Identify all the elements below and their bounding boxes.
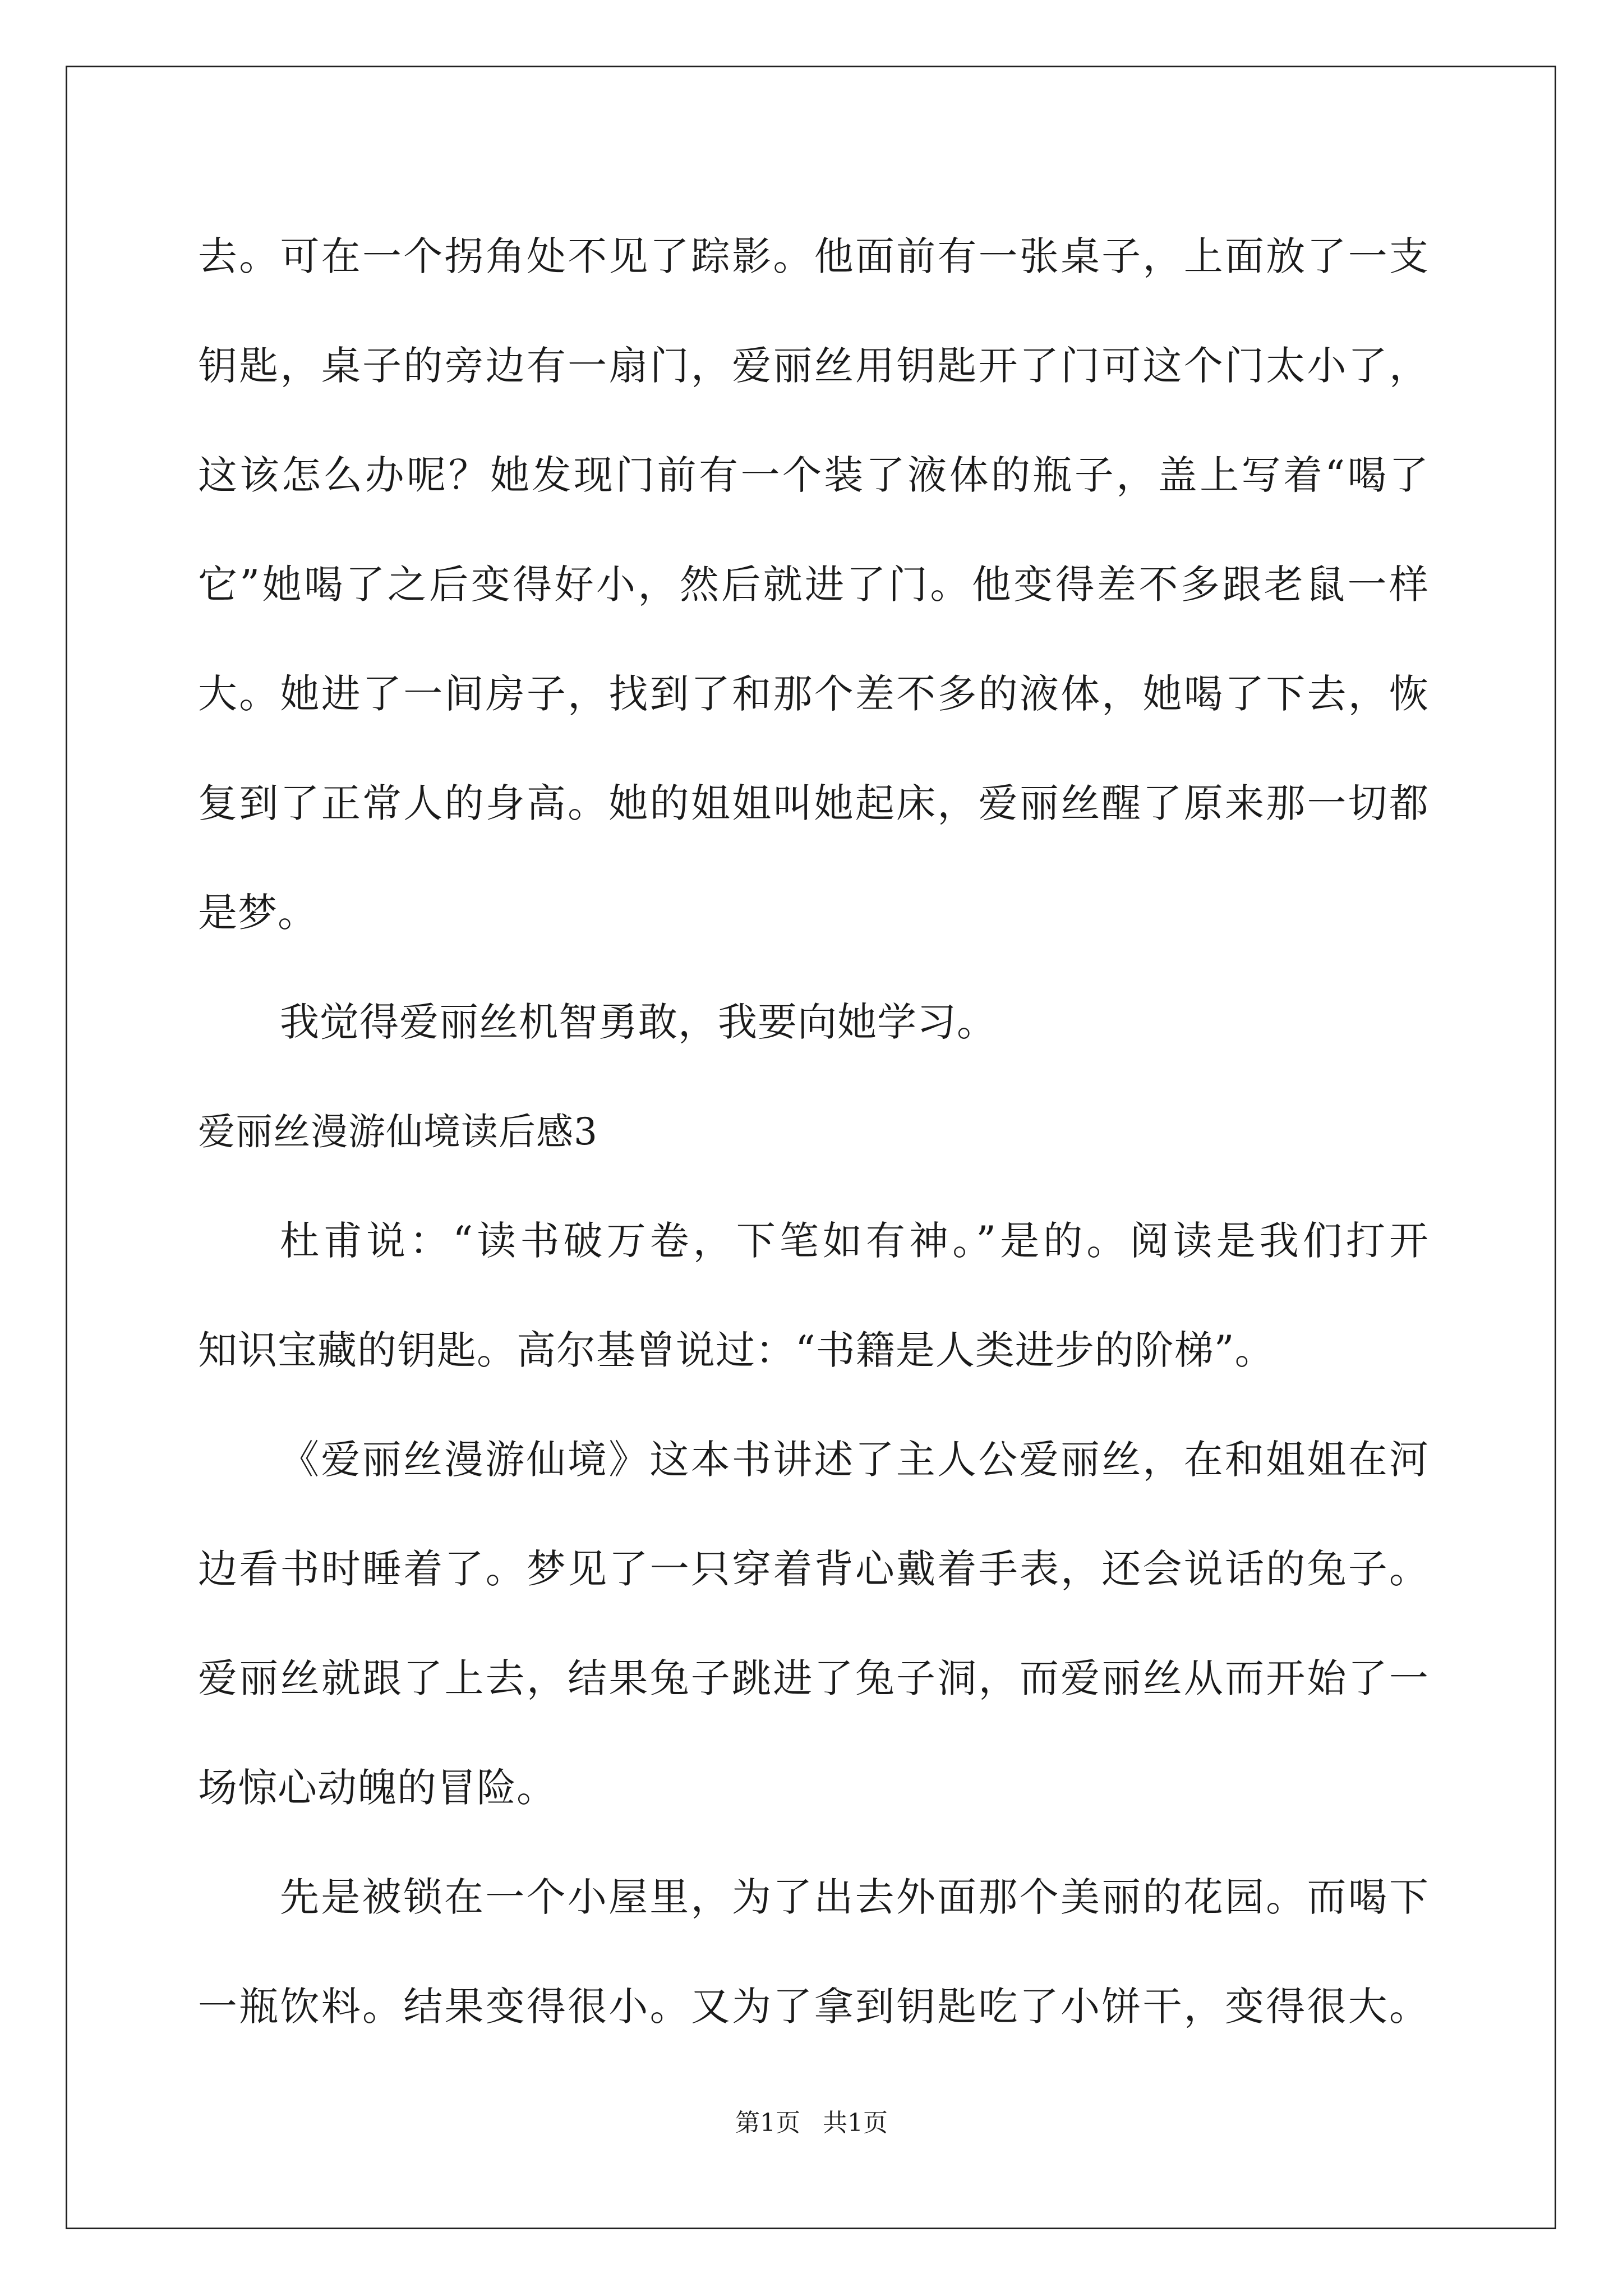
page-number: 第1页 <box>735 2109 800 2137</box>
text-line: 边看书时睡着了。梦见了一只穿着背心戴着手表，还会说话的兔子。 <box>198 1546 1429 1592</box>
text-line: 大。她进了一间房子，找到了和那个差不多的液体，她喝了下去，恢 <box>198 671 1429 717</box>
paragraph-line: 杜甫说：“读书破万卷，下笔如有神。”是的。阅读是我们打开 <box>280 1218 1429 1264</box>
section-heading: 爱丽丝漫游仙境读后感3 <box>198 1110 598 1153</box>
text-line: 场惊心动魄的冒险。 <box>198 1765 556 1811</box>
text-line: 知识宝藏的钥匙。高尔基曾说过：“书籍是人类进步的阶梯”。 <box>198 1327 1275 1373</box>
text-line: 是梦。 <box>198 890 317 936</box>
page-footer <box>0 2106 1623 2140</box>
text-line: 复到了正常人的身高。她的姐姐叫她起床，爱丽丝醒了原来那一切都 <box>198 780 1429 826</box>
text-line: 这该怎么办呢？她发现门前有一个装了液体的瓶子，盖上写着“喝了 <box>198 452 1429 498</box>
text-line: 爱丽丝就跟了上去，结果兔子跳进了兔子洞，而爱丽丝从而开始了一 <box>198 1655 1429 1701</box>
text-line: 它”她喝了之后变得好小，然后就进了门。他变得差不多跟老鼠一样 <box>198 562 1429 608</box>
page-total: 共1页 <box>823 2109 888 2137</box>
document-body <box>198 202 1429 2062</box>
paragraph-line: 我觉得爱丽丝机智勇敢，我要向她学习。 <box>280 999 997 1045</box>
text-line: 去。可在一个拐角处不见了踪影。他面前有一张桌子，上面放了一支 <box>198 233 1429 279</box>
text-line: 一瓶饮料。结果变得很小。又为了拿到钥匙吃了小饼干，变得很大。 <box>198 1984 1429 2030</box>
paragraph-line: 《爱丽丝漫游仙境》这本书讲述了主人公爱丽丝，在和姐姐在河 <box>280 1437 1429 1483</box>
text-line: 钥匙，桌子的旁边有一扇门，爱丽丝用钥匙开了门可这个门太小了， <box>198 343 1429 389</box>
paragraph-line: 先是被锁在一个小屋里，为了出去外面那个美丽的花园。而喝下 <box>280 1874 1429 1920</box>
